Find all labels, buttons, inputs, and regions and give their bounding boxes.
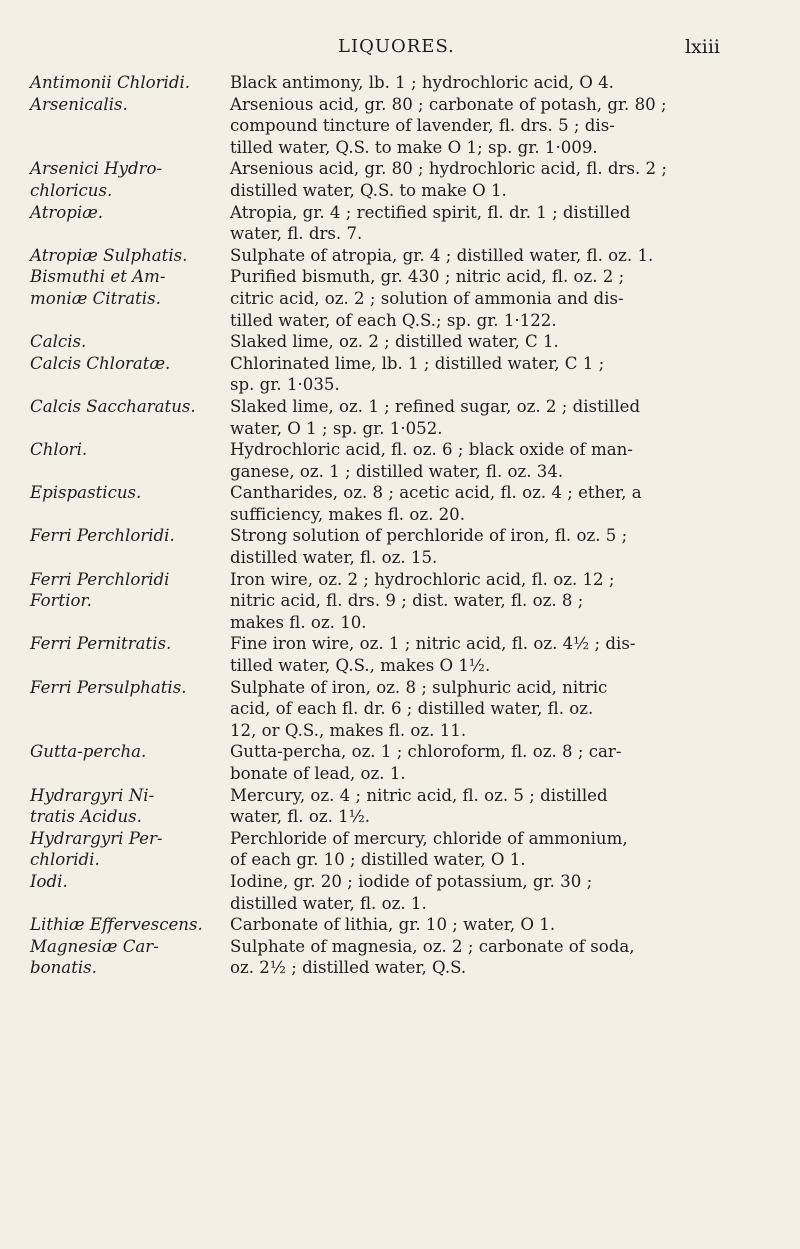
description-line: sp. gr. 1·035. <box>230 375 340 395</box>
description-line: oz. 2½ ; distilled water, Q.S. <box>230 958 467 978</box>
latin-name-line: Hydrargyri Per- <box>30 828 163 848</box>
description-line: distilled water, fl. oz. 15. <box>230 548 438 568</box>
latin-name <box>0 72 230 94</box>
latin-name <box>0 741 230 784</box>
description-line: sufficiency, makes fl. oz. 20. <box>230 504 466 524</box>
ingredients-description <box>230 202 784 245</box>
ingredients-description <box>230 633 784 676</box>
description-line: Slaked lime, oz. 2 ; distilled water, C 1. <box>230 332 559 352</box>
latin-name-line: tratis Acidus. <box>30 807 142 827</box>
description-line: Perchloride of mercury, chloride of ammonium, <box>230 828 628 848</box>
latin-name-line: Ferri Pernitratis. <box>30 634 172 654</box>
description-line: Fine iron wire, oz. 1 ; nitric acid, fl. oz. 4½ ; dis- <box>230 634 636 654</box>
description-line: Sulphate of magnesia, oz. 2 ; carbonate of soda, <box>230 936 635 956</box>
description-line: tilled water, Q.S. to make O 1; sp. gr. 1·009. <box>230 137 598 157</box>
latin-name-line: Bismuthi et Am- <box>30 267 166 287</box>
latin-name <box>0 633 230 676</box>
latin-name-line: Arsenicalis. <box>30 94 128 114</box>
formula-entry <box>0 396 800 439</box>
latin-name-line: chloricus. <box>30 180 113 200</box>
page-header <box>300 36 720 66</box>
latin-name-line: moniæ Citratis. <box>30 288 161 308</box>
latin-name <box>0 439 230 482</box>
latin-name-line: Ferri Persulphatis. <box>30 677 187 697</box>
latin-name-line: Atropiæ Sulphatis. <box>30 245 188 265</box>
description-line: Gutta-percha, oz. 1 ; chloroform, fl. oz. 8 ; car- <box>230 742 622 762</box>
ingredients-description <box>230 914 784 936</box>
ingredients-description <box>230 353 784 396</box>
ingredients-description <box>230 569 784 634</box>
description-line: water, O 1 ; sp. gr. 1·052. <box>230 418 443 438</box>
latin-name-line: Chlori. <box>30 440 88 460</box>
latin-name-line: Calcis. <box>30 332 87 352</box>
latin-name <box>0 525 230 568</box>
ingredients-description <box>230 72 784 94</box>
description-line: tilled water, Q.S., makes O 1½. <box>230 656 491 676</box>
latin-name <box>0 266 230 331</box>
ingredients-description <box>230 245 784 267</box>
ingredients-description <box>230 439 784 482</box>
latin-name <box>0 245 230 267</box>
ingredients-description <box>230 331 784 353</box>
ingredients-description <box>230 525 784 568</box>
latin-name-line: Gutta-percha. <box>30 742 147 762</box>
description-line: Cantharides, oz. 8 ; acetic acid, fl. oz. 4 ; ether, a <box>230 483 642 503</box>
latin-name <box>0 828 230 871</box>
latin-name <box>0 871 230 914</box>
description-line: Iron wire, oz. 2 ; hydrochloric acid, fl. oz. 12 ; <box>230 569 615 589</box>
formula-entry <box>0 482 800 525</box>
formula-entry <box>0 525 800 568</box>
page-number: lxiii <box>684 36 720 58</box>
ingredients-description <box>230 158 784 201</box>
latin-name <box>0 94 230 159</box>
latin-name-line: Arsenici Hydro- <box>30 159 163 179</box>
formula-entry <box>0 914 800 936</box>
description-line: Arsenious acid, gr. 80 ; carbonate of potash, gr. 80 ; <box>230 94 667 114</box>
ingredients-description <box>230 94 784 159</box>
formula-entry <box>0 439 800 482</box>
description-line: of each gr. 10 ; distilled water, O 1. <box>230 850 526 870</box>
description-line: Sulphate of iron, oz. 8 ; sulphuric acid, nitric <box>230 677 608 697</box>
ingredients-description <box>230 677 784 742</box>
description-line: citric acid, oz. 2 ; solution of ammonia and dis- <box>230 288 624 308</box>
formula-entry <box>0 936 800 979</box>
description-line: Black antimony, lb. 1 ; hydrochloric acid, O 4. <box>230 73 614 92</box>
ingredients-description <box>230 266 784 331</box>
formula-entry <box>0 633 800 676</box>
description-line: makes fl. oz. 10. <box>230 612 367 632</box>
ingredients-description <box>230 936 784 979</box>
description-line: tilled water, of each Q.S.; sp. gr. 1·122. <box>230 310 557 330</box>
description-line: Arsenious acid, gr. 80 ; hydrochloric acid, fl. drs. 2 ; <box>230 159 667 179</box>
latin-name <box>0 677 230 742</box>
latin-name <box>0 202 230 245</box>
formula-entry <box>0 266 800 331</box>
description-line: Chlorinated lime, lb. 1 ; distilled water, C 1 ; <box>230 353 605 373</box>
formula-entry <box>0 72 800 94</box>
description-line: bonate of lead, oz. 1. <box>230 764 406 783</box>
formula-entry <box>0 871 800 914</box>
formula-entry <box>0 245 800 267</box>
description-line: Carbonate of lithia, gr. 10 ; water, O 1. <box>230 915 556 935</box>
description-line: Strong solution of perchloride of iron, fl. oz. 5 ; <box>230 526 628 546</box>
latin-name-line: Magnesiæ Car- <box>30 936 159 956</box>
description-line: 12, or Q.S., makes fl. oz. 11. <box>230 720 467 740</box>
latin-name <box>0 569 230 634</box>
formula-entry <box>0 331 800 353</box>
latin-name-line: chloridi. <box>30 850 100 870</box>
description-line: Slaked lime, oz. 1 ; refined sugar, oz. 2 ; distilled <box>230 396 641 416</box>
latin-name-line: Atropiæ. <box>30 202 104 222</box>
latin-name-line: Calcis Saccharatus. <box>30 396 196 416</box>
latin-name <box>0 396 230 439</box>
description-line: Purified bismuth, gr. 430 ; nitric acid, fl. oz. 2 ; <box>230 267 625 287</box>
formula-entry <box>0 785 800 828</box>
description-line: distilled water, fl. oz. 1. <box>230 893 427 913</box>
formula-entry <box>0 569 800 634</box>
latin-name-line: Antimonii Chloridi. <box>30 73 191 92</box>
ingredients-description <box>230 741 784 784</box>
latin-name-line: Ferri Perchloridi. <box>30 526 175 546</box>
formula-entry <box>0 741 800 784</box>
latin-name-line: Ferri Perchloridi <box>30 569 170 589</box>
latin-name <box>0 331 230 353</box>
formula-entry <box>0 158 800 201</box>
ingredients-description <box>230 785 784 828</box>
latin-name-line: Lithiæ Effervescens. <box>30 915 203 935</box>
latin-name-line: Calcis Chloratæ. <box>30 353 171 373</box>
description-line: distilled water, Q.S. to make O 1. <box>230 180 507 200</box>
latin-name-line: Fortior. <box>30 591 92 611</box>
latin-name-line: Iodi. <box>30 871 68 891</box>
running-title: LIQUORES. <box>338 36 455 57</box>
latin-name-line: Epispasticus. <box>30 483 142 503</box>
latin-name <box>0 785 230 828</box>
description-line: nitric acid, fl. drs. 9 ; dist. water, fl. oz. 8 ; <box>230 591 584 611</box>
description-line: ganese, oz. 1 ; distilled water, fl. oz. 34. <box>230 461 564 481</box>
latin-name <box>0 353 230 396</box>
ingredients-description <box>230 396 784 439</box>
ingredients-description <box>230 828 784 871</box>
latin-name-line: Hydrargyri Ni- <box>30 785 155 805</box>
latin-name <box>0 158 230 201</box>
description-line: Hydrochloric acid, fl. oz. 6 ; black oxide of man- <box>230 440 633 460</box>
description-line: Mercury, oz. 4 ; nitric acid, fl. oz. 5 ; distilled <box>230 785 608 805</box>
ingredients-description <box>230 482 784 525</box>
description-line: Atropia, gr. 4 ; rectified spirit, fl. dr. 1 ; distilled <box>230 202 631 222</box>
formula-entry <box>0 677 800 742</box>
description-line: water, fl. oz. 1½. <box>230 807 371 827</box>
formulary-entries <box>0 72 800 979</box>
formula-entry <box>0 353 800 396</box>
latin-name <box>0 482 230 525</box>
formula-entry <box>0 202 800 245</box>
description-line: compound tincture of lavender, fl. drs. 5 ; dis- <box>230 116 615 136</box>
description-line: Iodine, gr. 20 ; iodide of potassium, gr. 30 ; <box>230 871 593 891</box>
ingredients-description <box>230 871 784 914</box>
latin-name <box>0 914 230 936</box>
formula-entry <box>0 828 800 871</box>
formula-entry <box>0 94 800 159</box>
latin-name <box>0 936 230 979</box>
description-line: acid, of each fl. dr. 6 ; distilled water, fl. oz. <box>230 699 594 719</box>
description-line: water, fl. drs. 7. <box>230 224 363 244</box>
latin-name-line: bonatis. <box>30 958 97 978</box>
description-line: Sulphate of atropia, gr. 4 ; distilled water, fl. oz. 1. <box>230 245 654 265</box>
